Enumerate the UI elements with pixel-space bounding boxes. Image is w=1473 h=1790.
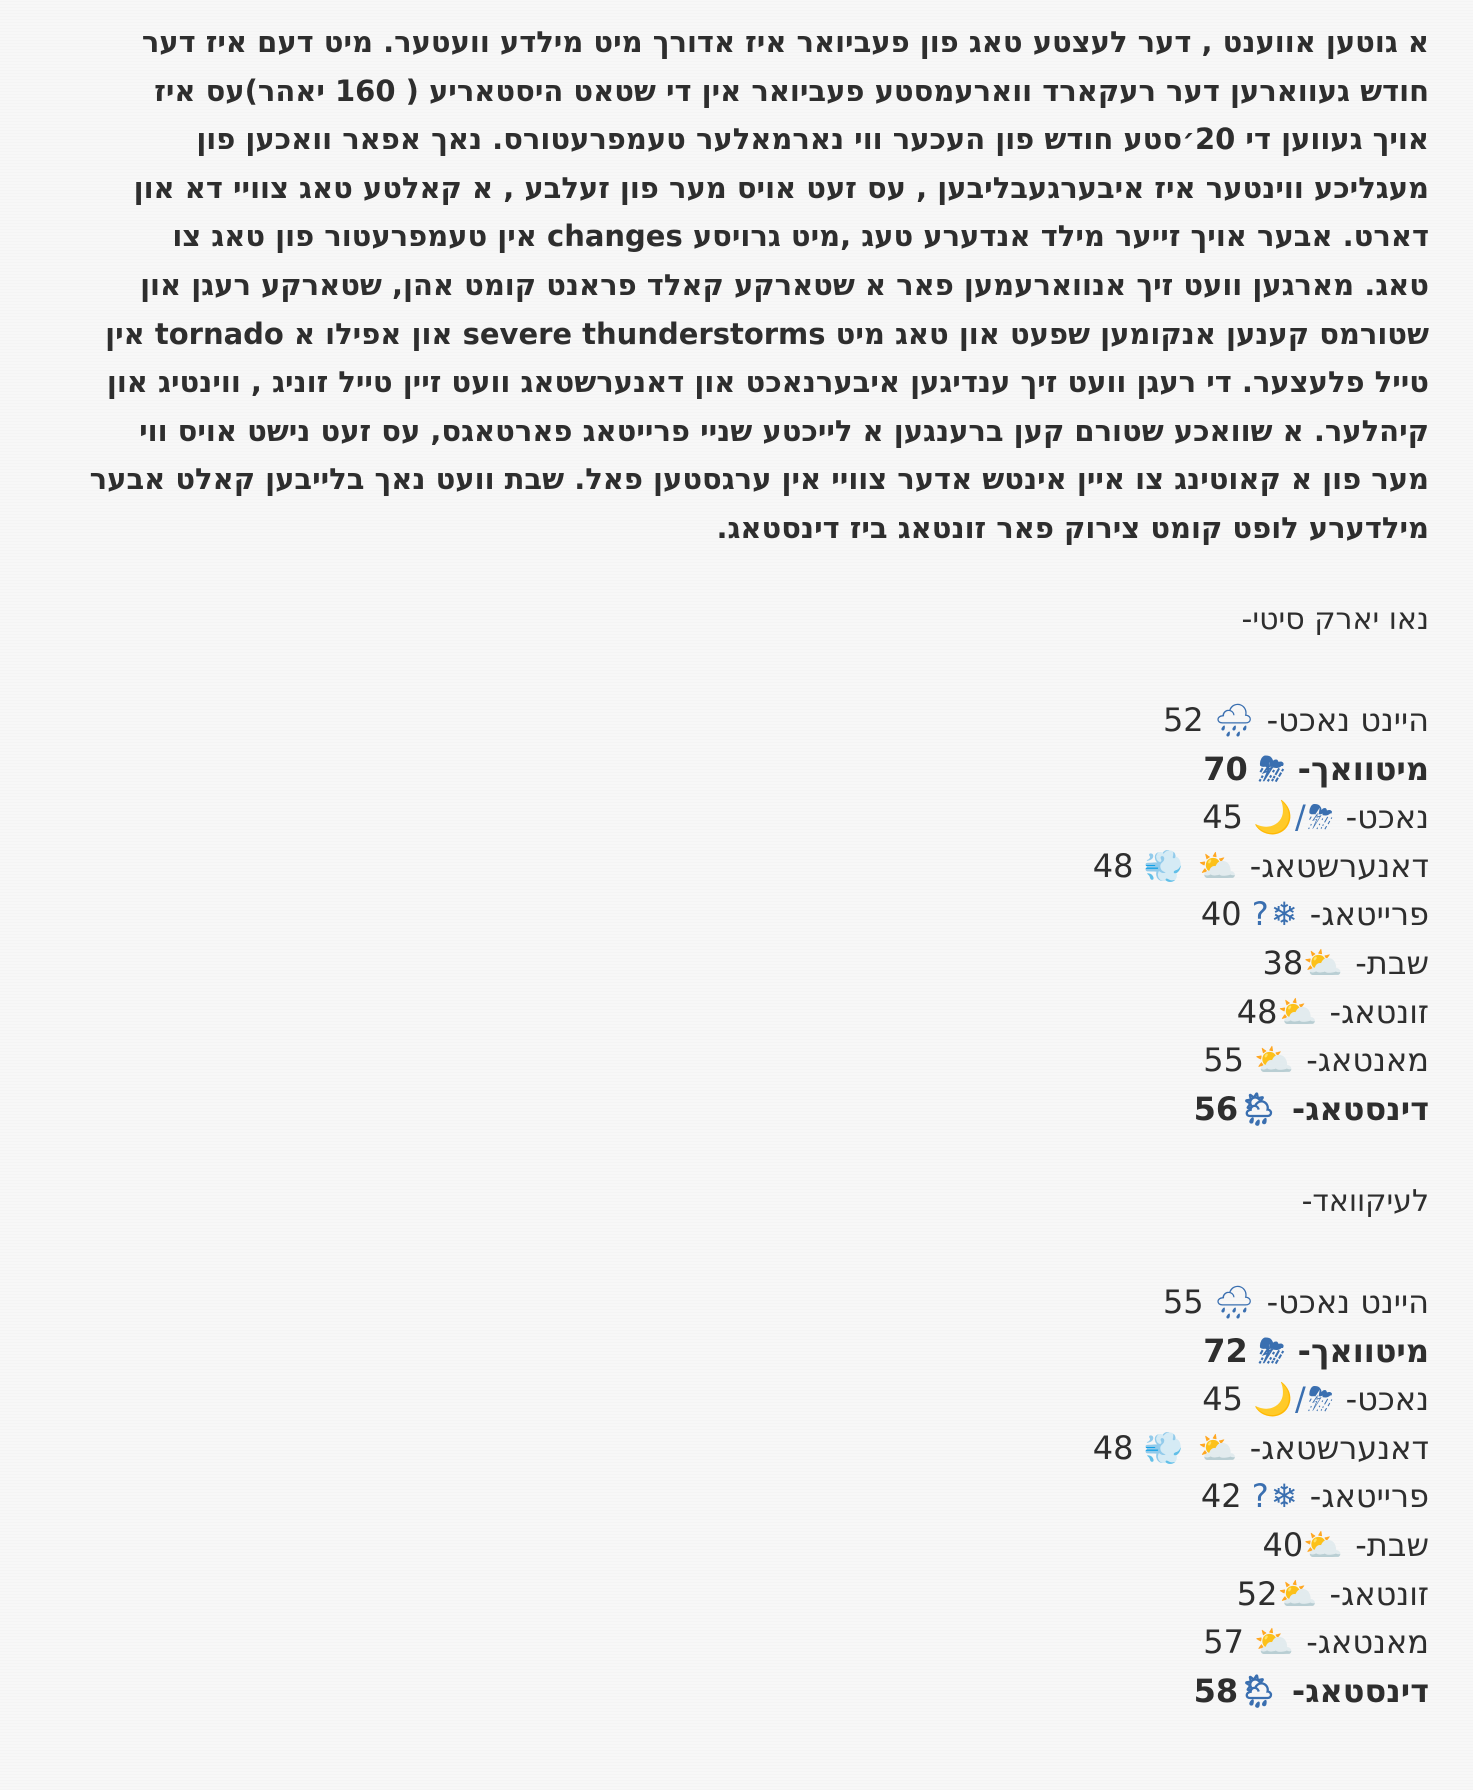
day-label: זונטאג- xyxy=(1329,992,1429,1031)
day-label: מאנטאג- xyxy=(1306,1041,1429,1080)
temperature: 72 xyxy=(1203,1331,1248,1370)
forecast-row xyxy=(829,1375,1429,1424)
forecast-row xyxy=(829,939,1429,988)
forecast-row xyxy=(829,1521,1429,1570)
forecast-row xyxy=(829,1472,1429,1521)
forecast-list xyxy=(829,696,1429,1133)
partly-sunny-icon: ⛅ xyxy=(1303,1525,1346,1564)
temperature: 45 xyxy=(1202,798,1243,837)
day-label: מיטוואך- xyxy=(1297,1331,1429,1370)
partly-sunny-icon: ⛅ xyxy=(1277,992,1320,1031)
forecast-row xyxy=(829,1570,1429,1619)
day-label: מיטוואך- xyxy=(1297,749,1429,788)
partly-sunny-icon: ⛅ xyxy=(1303,943,1346,982)
temperature: 52 xyxy=(1162,701,1204,739)
temperature: 55 xyxy=(1162,1283,1204,1321)
forecast-row xyxy=(829,696,1429,745)
thunderstorm-icon: ⛈ xyxy=(1258,1331,1287,1370)
city-title: נאו יארק סיטי- xyxy=(1241,602,1429,637)
day-label: מאנטאג- xyxy=(1306,1623,1429,1662)
article-line: אויך געווען די 20׳סטע חודש פון העכער ווי נארמאלער טעמפרעטורס. נאך אפאר וואכען פון xyxy=(196,122,1429,157)
article-line: טאג. מארגען וועט זיך אנווארעמען פאר א שטארקע קאלד פראנט קומט אהן, שטארקע רעגן און xyxy=(140,267,1429,302)
cloud-rain-icon: 🌧 xyxy=(1213,701,1257,739)
forecast-section-nyc xyxy=(829,600,1429,1133)
temperature: 40 xyxy=(1262,1525,1304,1564)
cloud-rain-icon: 🌧 xyxy=(1213,1283,1257,1321)
forecast-row xyxy=(829,1278,1429,1327)
day-label: נאכט- xyxy=(1345,798,1429,837)
partly-sunny-wind-icon: ⛅ 💨 xyxy=(1143,846,1240,885)
day-label: זונטאג- xyxy=(1329,1574,1429,1613)
article-line: שטורמס קענען אנקומען שפעט און טאג מיט severe thunderstorms און אפילו א tornado אין xyxy=(105,316,1429,351)
forecast-row xyxy=(829,1424,1429,1473)
forecast-list xyxy=(829,1278,1429,1715)
temperature: 42 xyxy=(1200,1477,1242,1516)
forecast-row xyxy=(829,1667,1429,1716)
forecast-section-lakewood xyxy=(829,1182,1429,1715)
temperature: 55 xyxy=(1203,1041,1244,1080)
day-label: היינט נאכט- xyxy=(1266,701,1429,739)
day-label: היינט נאכט- xyxy=(1266,1283,1429,1321)
article-line: דארט. אבער אויך זייער מילד אנדערע טעג ,מיט גרויסע changes אין טעמפרעטור פון טאג צו xyxy=(172,219,1429,254)
article-line: מילדערע לופט קומט צירוק פאר זונטאג ביז דינסטאג. xyxy=(716,510,1429,545)
temperature: 38 xyxy=(1262,943,1304,982)
day-label: דינסטאג- xyxy=(1291,1671,1429,1710)
day-label: שבת- xyxy=(1355,1525,1429,1564)
article-line: א גוטען אווענט , דער לעצטע טאג פון פעביואר איז אדורך מיט מילדע וועטער. מיט דעם איז דער xyxy=(141,25,1429,59)
article-line: חודש געווארען דער רעקארד ווארעמסטע פעביואר אין די שטאט היסטאריע ( 160 יאהר)עס איז xyxy=(154,73,1429,108)
temperature: 48 xyxy=(1092,846,1134,885)
forecast-row xyxy=(829,1036,1429,1085)
partly-sunny-wind-icon: ⛅ 💨 xyxy=(1143,1428,1240,1467)
temperature: 48 xyxy=(1236,992,1278,1031)
forecast-row xyxy=(829,1327,1429,1376)
day-label: פרייטאג- xyxy=(1309,1477,1429,1516)
forecast-row xyxy=(829,988,1429,1037)
day-label: נאכט- xyxy=(1345,1380,1429,1419)
storm-moon-icon: ⛈/🌙 xyxy=(1253,798,1336,837)
partly-sunny-icon: ⛅ xyxy=(1277,1574,1320,1613)
temperature: 45 xyxy=(1202,1380,1243,1419)
forecast-row xyxy=(829,1618,1429,1667)
partly-sunny-icon: ⛅ xyxy=(1254,1623,1297,1662)
city-title: לעיקוואד- xyxy=(1301,1184,1429,1219)
forecast-row xyxy=(829,842,1429,891)
temperature: 40 xyxy=(1200,895,1242,934)
article-line: טייל פלעצער. די רעגן וועט זיך ענדיגען איבערנאכט און דאנערשטאג וועט זיין טייל זוניג , ווינטיג און xyxy=(106,365,1429,400)
temperature: 58 xyxy=(1193,1671,1239,1710)
temperature: 48 xyxy=(1092,1428,1134,1467)
day-label: שבת- xyxy=(1355,943,1429,982)
temperature: 70 xyxy=(1203,749,1248,788)
temperature: 57 xyxy=(1203,1623,1244,1662)
forecast-article xyxy=(89,18,1429,553)
forecast-row xyxy=(829,890,1429,939)
thunderstorm-icon: ⛈ xyxy=(1258,749,1287,788)
temperature: 52 xyxy=(1236,1574,1278,1613)
forecast-row xyxy=(829,745,1429,794)
partly-sunny-icon: ⛅ xyxy=(1254,1041,1297,1080)
snowflake-icon: ❄? xyxy=(1251,895,1300,934)
article-line: קיהלער. א שוואכע שטורם קען ברענגען א לייכטע שניי פרייטאג פארטאגס, עס זעט נישט אויס ווי xyxy=(139,413,1429,448)
sun-rain-icon: 🌦 xyxy=(1238,1671,1281,1710)
sun-rain-icon: 🌦 xyxy=(1238,1089,1281,1128)
day-label: דאנערשטאג- xyxy=(1249,1428,1429,1467)
day-label: פרייטאג- xyxy=(1309,895,1429,934)
day-label: דינסטאג- xyxy=(1291,1089,1429,1128)
storm-moon-icon: ⛈/🌙 xyxy=(1253,1380,1336,1419)
article-line: מעגליכע ווינטער איז איבערגעבליבען , עס זעט אויס מער פון זעלבע , א קאלטע טאג צוויי דא און xyxy=(133,170,1429,205)
article-line: מער פון א קאוטינג צו איין אינטש אדער צוויי אין ערגסטען פאל. שבת וועט נאך בלייבען קאלט אבער xyxy=(89,462,1429,497)
forecast-row xyxy=(829,1085,1429,1134)
day-label: דאנערשטאג- xyxy=(1249,846,1429,885)
forecast-row xyxy=(829,793,1429,842)
temperature: 56 xyxy=(1193,1089,1239,1128)
snowflake-icon: ❄? xyxy=(1251,1477,1300,1516)
